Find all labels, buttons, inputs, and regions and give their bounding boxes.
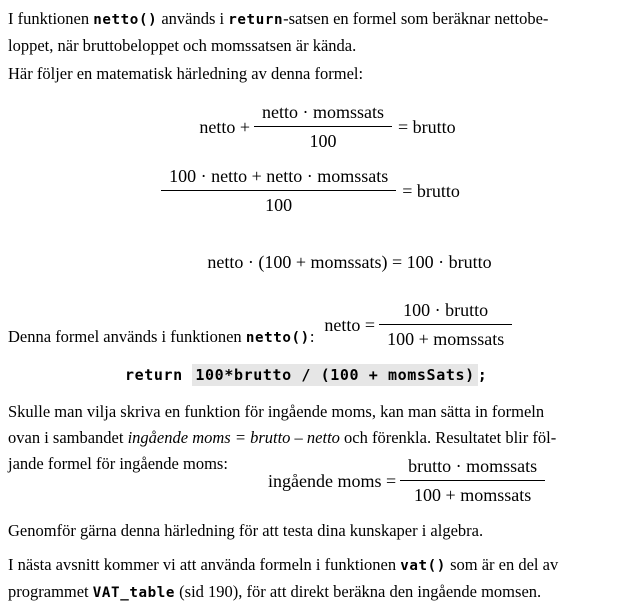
formula-text: netto · (100 + momssats) = 100 · brutto — [207, 252, 492, 272]
code-inline-return: return — [228, 12, 284, 28]
italic-relation: ingående moms = brutto – netto — [127, 428, 340, 447]
fraction-numerator: brutto · momssats — [408, 456, 538, 476]
text-line — [8, 6, 613, 33]
text-run: används i — [157, 9, 229, 28]
code-suffix: ; — [477, 366, 488, 384]
code-return-statement — [125, 363, 613, 387]
text-run: : — [309, 327, 315, 346]
formula-lhs: ingående moms = — [268, 470, 397, 491]
formula-rhs: = brutto — [402, 180, 460, 201]
text-line — [8, 61, 613, 87]
fraction-numerator: netto · momssats — [262, 102, 384, 122]
fraction — [161, 165, 396, 216]
fraction-denominator: 100 — [161, 190, 396, 216]
formula-rhs: = brutto — [398, 116, 456, 137]
paragraph-next-section — [8, 552, 613, 606]
text-run: och förenkla. Resultatet blir föl- — [339, 428, 557, 447]
text-run: ovan i sambandet — [8, 428, 128, 447]
text-run: I funktionen — [8, 9, 94, 28]
text-run: loppet, när bruttobeloppet och momssatsen är kända. — [8, 36, 357, 55]
text-run: (sid 190), för att direkt beräkna den ingående momsen. — [175, 582, 542, 601]
text-run: Denna formel används i funktionen — [8, 327, 246, 346]
text-line — [8, 552, 613, 579]
code-keyword: return — [125, 366, 193, 384]
fraction — [254, 101, 392, 152]
formula-lhs: netto + — [199, 116, 250, 137]
text-run: I nästa avsnitt kommer vi att använda formeln i funktionen — [8, 555, 401, 574]
denna-formel-row — [8, 299, 613, 350]
formula-ingaende-moms — [268, 455, 545, 506]
code-inline-netto: netto() — [245, 330, 310, 346]
text-run: jande formel för ingående moms: — [8, 454, 228, 473]
code-highlighted-expression: 100*brutto / (100 + momsSats) — [192, 364, 477, 386]
code-inline-vat-table: VAT_table — [92, 585, 176, 601]
text-line — [8, 33, 613, 59]
code-inline-vat: vat() — [400, 558, 446, 574]
fraction-denominator: 100 + momssats — [379, 324, 512, 350]
text-line — [8, 325, 314, 350]
fraction — [400, 455, 545, 506]
formula-multiplied-out — [47, 249, 617, 275]
code-inline-netto: netto() — [93, 12, 158, 28]
text-run: -satsen en formel som beräknar nettobe- — [283, 9, 549, 28]
formula-netto-plus-fraction — [25, 101, 617, 152]
text-line — [8, 399, 613, 425]
text-run: programmet — [8, 582, 93, 601]
text-run: Skulle man vilja skriva en funktion för ingående moms, kan man sätta in formeln — [8, 402, 545, 421]
paragraph-intro — [8, 6, 613, 59]
formula-combined-fraction — [8, 165, 613, 216]
text-line — [8, 579, 613, 606]
paragraph-genomfor — [8, 518, 613, 544]
text-run: Genomför gärna denna härledning för att testa dina kunskaper i algebra. — [8, 521, 484, 540]
fraction-numerator: 100 · brutto — [403, 300, 489, 320]
fraction-denominator: 100 + momssats — [400, 480, 545, 506]
fraction — [379, 299, 512, 350]
text-run: Här följer en matematisk härledning av denna formel: — [8, 64, 364, 83]
fraction-numerator: 100 · netto + netto · momssats — [169, 166, 389, 186]
formula-netto-solved — [324, 299, 512, 350]
formula-lhs: netto = — [324, 314, 376, 335]
text-line — [8, 518, 613, 544]
paragraph-derivation-lead — [8, 61, 613, 87]
fraction-denominator: 100 — [254, 126, 392, 152]
text-run: som är en del av — [445, 555, 559, 574]
text-line — [8, 425, 613, 451]
